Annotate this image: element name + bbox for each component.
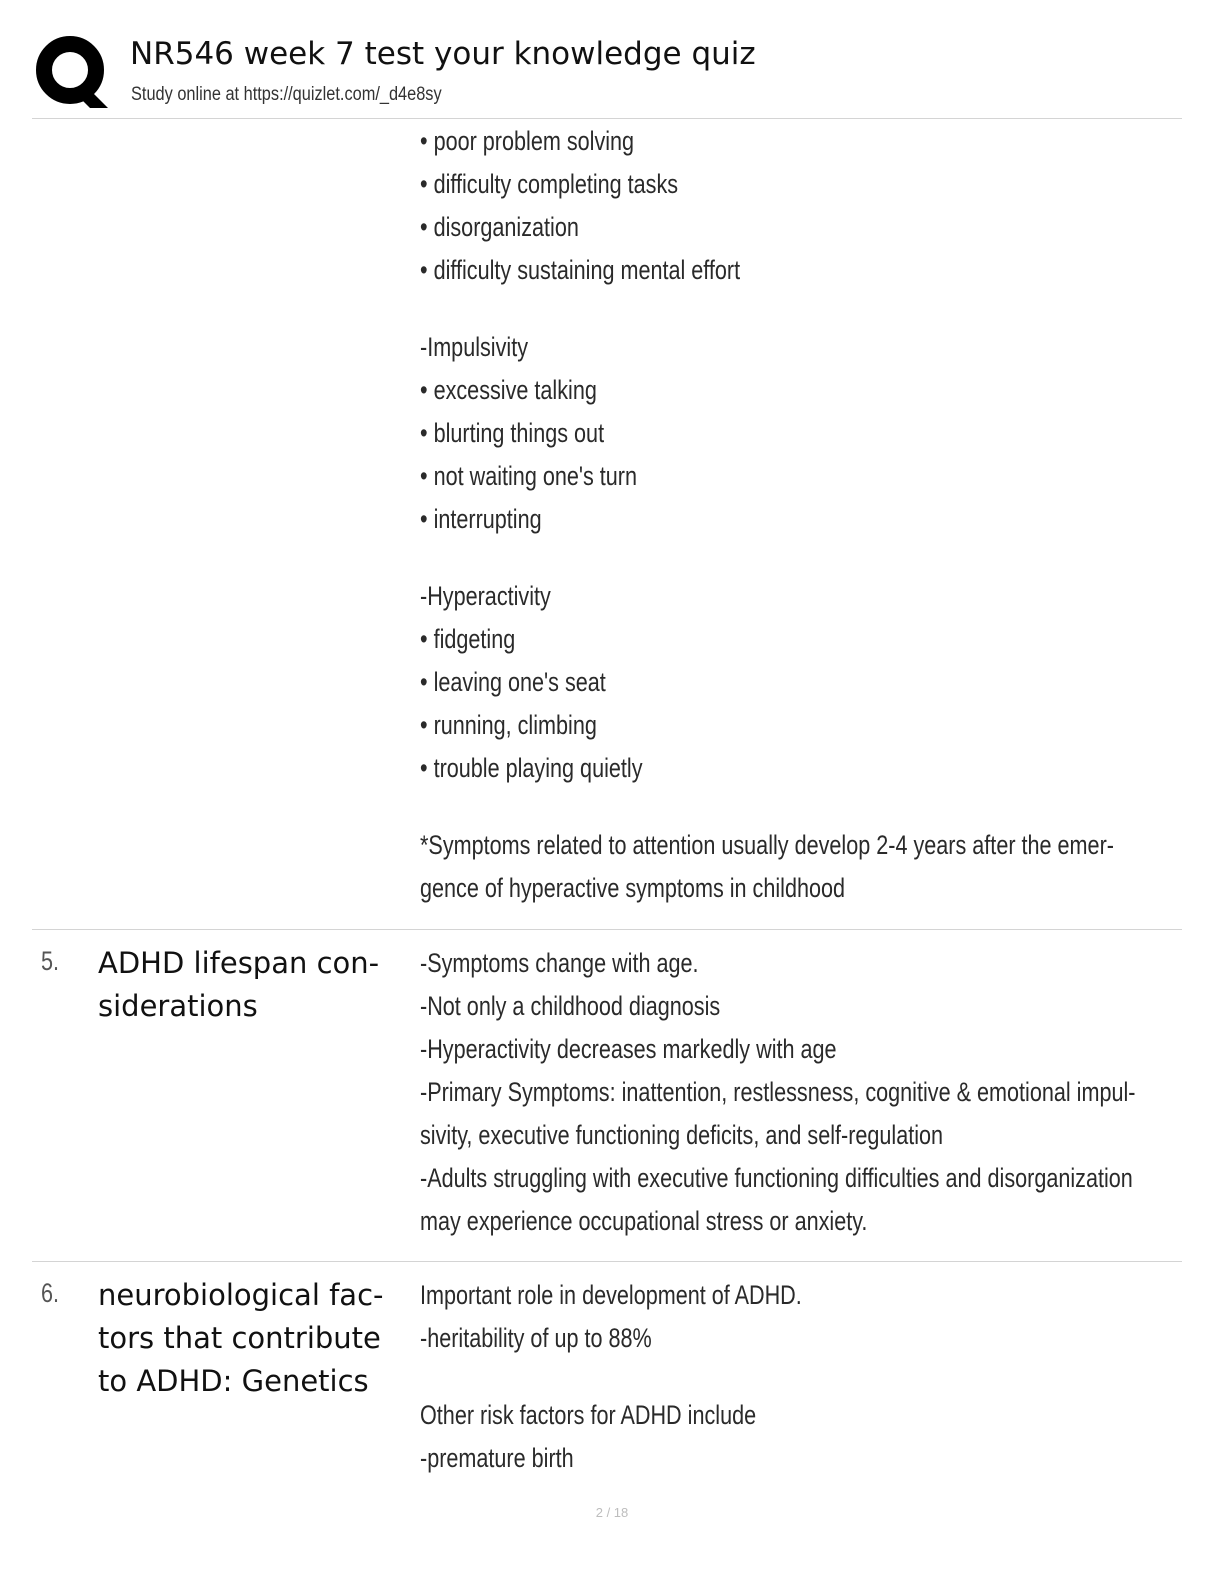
definition-line: • fidgeting bbox=[420, 624, 516, 654]
card-definition bbox=[420, 942, 1224, 1243]
definition-line: -Impulsivity bbox=[420, 332, 529, 362]
card-term bbox=[98, 1274, 398, 1403]
definition-line: -Not only a childhood diagnosis bbox=[420, 991, 721, 1021]
definition-line: *Symptoms related to attention usually develop 2-4 years after the emer- bbox=[420, 830, 1114, 860]
term-line: to ADHD: Genetics bbox=[98, 1364, 369, 1398]
definition-line: -Hyperactivity bbox=[420, 581, 551, 611]
term-line: ADHD lifespan con- bbox=[98, 946, 380, 980]
card-divider bbox=[32, 1261, 1182, 1262]
definition-line: • poor problem solving bbox=[420, 126, 635, 156]
term-line: neurobiological fac- bbox=[98, 1278, 384, 1312]
paragraph-gap bbox=[420, 292, 1160, 326]
definition-line: • difficulty completing tasks bbox=[420, 169, 679, 199]
page-number: 2 / 18 bbox=[595, 1505, 629, 1520]
study-online-link-text: Study online at https://quizlet.com/_d4e8sy bbox=[131, 84, 442, 105]
definition-line: gence of hyperactive symptoms in childhood bbox=[420, 873, 846, 903]
card-divider bbox=[32, 929, 1182, 930]
definition-line: • running, climbing bbox=[420, 710, 597, 740]
definition-line: • difficulty sustaining mental effort bbox=[420, 255, 741, 285]
definition-line: Important role in development of ADHD. bbox=[420, 1280, 802, 1310]
definition-line: Other risk factors for ADHD include bbox=[420, 1400, 757, 1430]
quizlet-q-logo-icon bbox=[34, 34, 110, 110]
definition-line: • disorganization bbox=[420, 212, 579, 242]
definition-line: -Hyperactivity decreases markedly with age bbox=[420, 1034, 837, 1064]
document-title: NR546 week 7 test your knowledge quiz bbox=[130, 36, 756, 72]
definition-line: • interrupting bbox=[420, 504, 542, 534]
definition-line: -heritability of up to 88% bbox=[420, 1323, 652, 1353]
definition-line: • leaving one's seat bbox=[420, 667, 606, 697]
definition-line: -premature birth bbox=[420, 1443, 574, 1473]
definition-line: • excessive talking bbox=[420, 375, 597, 405]
paragraph-gap bbox=[420, 790, 1160, 824]
card-number: 5. bbox=[41, 946, 60, 976]
continued-card-definition bbox=[420, 120, 1224, 910]
definition-line: sivity, executive functioning deficits, and self-regulation bbox=[420, 1120, 944, 1150]
definition-line: • not waiting one's turn bbox=[420, 461, 638, 491]
definition-line: • trouble playing quietly bbox=[420, 753, 643, 783]
term-line: siderations bbox=[98, 989, 258, 1023]
card-number: 6. bbox=[41, 1278, 60, 1308]
paragraph-gap bbox=[420, 541, 1160, 575]
paragraph-gap bbox=[420, 1360, 1160, 1394]
definition-line: • blurting things out bbox=[420, 418, 605, 448]
card-definition bbox=[420, 1274, 1224, 1480]
definition-line: -Primary Symptoms: inattention, restlessness, cognitive & emotional impul- bbox=[420, 1077, 1136, 1107]
document-header bbox=[32, 28, 1182, 119]
term-line: tors that contribute bbox=[98, 1321, 381, 1355]
card-term bbox=[98, 942, 398, 1028]
definition-line: may experience occupational stress or anxiety. bbox=[420, 1206, 868, 1236]
definition-line: -Adults struggling with executive functioning difficulties and disorganization bbox=[420, 1163, 1133, 1193]
definition-line: -Symptoms change with age. bbox=[420, 948, 699, 978]
